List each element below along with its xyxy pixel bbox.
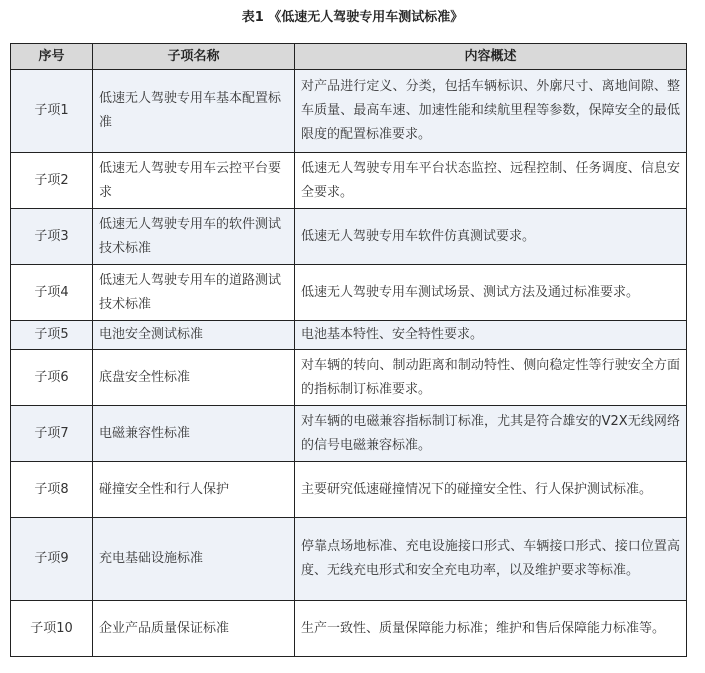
row-item-name: 低速无人驾驶专用车的道路测试技术标准 xyxy=(93,265,295,321)
row-serial: 子项9 xyxy=(11,518,93,601)
row-item-name: 低速无人驾驶专用车基本配置标准 xyxy=(93,70,295,153)
row-item-name: 碰撞安全性和行人保护 xyxy=(93,462,295,518)
row-content-summary: 主要研究低速碰撞情况下的碰撞安全性、行人保护测试标准。 xyxy=(295,462,687,518)
row-content-summary: 对车辆的转向、制动距离和制动特性、侧向稳定性等行驶安全方面的指标制订标准要求。 xyxy=(295,350,687,406)
row-content-summary: 电池基本特性、安全特性要求。 xyxy=(295,321,687,350)
row-serial: 子项5 xyxy=(11,321,93,350)
table-row xyxy=(11,518,687,601)
row-content-summary: 对车辆的电磁兼容指标制订标准，尤其是符合雄安的V2X无线网络的信号电磁兼容标准。 xyxy=(295,406,687,462)
row-serial: 子项4 xyxy=(11,265,93,321)
row-content-summary: 低速无人驾驶专用车软件仿真测试要求。 xyxy=(295,209,687,265)
row-serial: 子项6 xyxy=(11,350,93,406)
table-row xyxy=(11,209,687,265)
row-item-name: 底盘安全性标准 xyxy=(93,350,295,406)
row-item-name: 企业产品质量保证标准 xyxy=(93,601,295,657)
table-header-row xyxy=(11,44,687,70)
header-item-name: 子项名称 xyxy=(93,44,295,70)
header-serial: 序号 xyxy=(11,44,93,70)
table-row xyxy=(11,153,687,209)
table-row xyxy=(11,70,687,153)
table-row xyxy=(11,321,687,350)
row-content-summary: 停靠点场地标准、充电设施接口形式、车辆接口形式、接口位置高度、无线充电形式和安全充电功率，以及维护要求等标准。 xyxy=(295,518,687,601)
row-serial: 子项1 xyxy=(11,70,93,153)
row-content-summary: 生产一致性、质量保障能力标准；维护和售后保障能力标准等。 xyxy=(295,601,687,657)
table-title: 表1 《低速无人驾驶专用车测试标准》 xyxy=(241,10,464,25)
header-content-summary: 内容概述 xyxy=(295,44,687,70)
row-item-name: 电磁兼容性标准 xyxy=(93,406,295,462)
row-item-name: 低速无人驾驶专用车的软件测试技术标准 xyxy=(93,209,295,265)
row-serial: 子项2 xyxy=(11,153,93,209)
table-row xyxy=(11,462,687,518)
row-serial: 子项10 xyxy=(11,601,93,657)
standards-table xyxy=(10,43,687,657)
row-serial: 子项7 xyxy=(11,406,93,462)
table-row xyxy=(11,601,687,657)
row-content-summary: 低速无人驾驶专用车测试场景、测试方法及通过标准要求。 xyxy=(295,265,687,321)
table-row xyxy=(11,265,687,321)
row-serial: 子项3 xyxy=(11,209,93,265)
row-content-summary: 低速无人驾驶专用车平台状态监控、远程控制、任务调度、信息安全要求。 xyxy=(295,153,687,209)
table-row xyxy=(11,406,687,462)
row-content-summary: 对产品进行定义、分类，包括车辆标识、外廓尺寸、离地间隙、整车质量、最高车速、加速性能和续航里程等参数，保障安全的最低限度的配置标准要求。 xyxy=(295,70,687,153)
row-item-name: 电池安全测试标准 xyxy=(93,321,295,350)
table-row xyxy=(11,350,687,406)
row-item-name: 低速无人驾驶专用车云控平台要求 xyxy=(93,153,295,209)
row-item-name: 充电基础设施标准 xyxy=(93,518,295,601)
row-serial: 子项8 xyxy=(11,462,93,518)
